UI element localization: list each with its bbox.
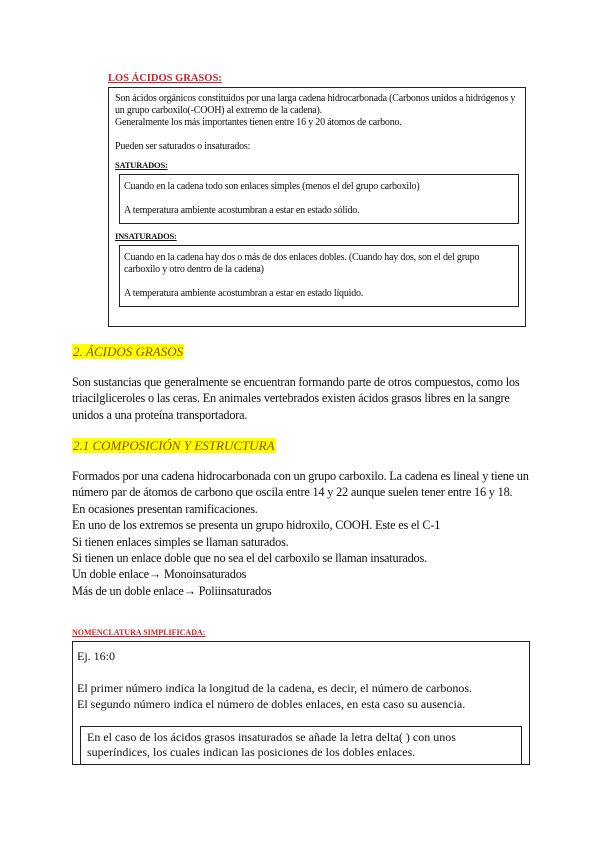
insaturados-line-1: Cuando en la cadena hay dos o más de dos enlaces dobles. (Cuando hay dos, son el del grupo carboxilo y otro dentro de la cadena) [124, 252, 480, 275]
saturados-line-2: A temperatura ambiente acostumbran a estar en estado sólido. [124, 205, 360, 216]
section-2-heading-wrap [72, 343, 184, 361]
section-2-paragraph: Son sustancias que generalmente se encuentran formando parte de otros compuestos, como los triacilgliceroles o las ceras. En animales vertebrados existen ácidos grasos libres en la sangre unidos a una proteína transportadora. [72, 375, 520, 422]
summary-box [108, 87, 526, 327]
summary-title: LOS ÁCIDOS GRASOS: [108, 73, 222, 84]
composition-line: Un doble enlace→ Monoinsaturados [72, 567, 247, 582]
nomenclatura-note-box [80, 726, 522, 765]
saturados-label: SATURADOS: [115, 160, 168, 170]
nomenclatura-note: En el caso de los ácidos grasos insaturados se añade la letra delta( ) con unos superíndices, los cuales indican las posiciones de los dobles enlaces. [87, 730, 456, 759]
composition-line: Formados por una cadena hidrocarbonada con un grupo carboxilo. La cadena es lineal y tiene un número par de átomos de carbono que oscila entre 14 y 22 aunque suelen tener entre 16 y 18. [72, 469, 529, 500]
saturados-line-1: Cuando en la cadena todo son enlaces simples (menos el del grupo carboxilo) [124, 181, 420, 192]
section-2-1-heading-wrap [72, 437, 276, 455]
nomenclatura-example: Ej. 16:0 [77, 649, 115, 663]
insaturados-line-2: A temperatura ambiente acostumbran a estar en estado líquido. [124, 288, 364, 299]
section-2-1-body [72, 468, 538, 599]
section-2-1-heading: 2.1 COMPOSICIÓN Y ESTRUCTURA [73, 438, 275, 453]
summary-intro-2: Generalmente los más importantes tienen entre 16 y 20 átomos de carbono. [115, 117, 402, 128]
insaturados-box [119, 245, 519, 307]
section-2-heading: 2. ÁCIDOS GRASOS [73, 344, 184, 359]
summary-intro-1: Son ácidos orgánicos constituidos por una larga cadena hidrocarbonada (Carbonos unidos a hidrógenos y un grupo carboxilo(-COOH) al extremo de la cadena). [115, 93, 516, 116]
composition-line: Más de un doble enlace→ Poliinsaturados [72, 583, 272, 598]
saturados-box [119, 174, 519, 224]
nomenclatura-line-1: El primer número indica la longitud de la cadena, es decir, el número de carbonos. [77, 681, 473, 695]
nomenclatura-line-2: El segundo número indica el número de dobles enlaces, en esta caso su ausencia. [77, 697, 466, 711]
insaturados-label: INSATURADOS: [115, 231, 177, 241]
summary-intro-3: Pueden ser saturados o insaturados: [115, 141, 251, 152]
composition-line: En ocasiones presentan ramificaciones. [72, 501, 258, 516]
nomenclatura-box [72, 641, 530, 765]
nomenclatura-title: NOMENCLATURA SIMPLIFICADA: [72, 628, 206, 637]
composition-line: Si tienen enlaces simples se llaman saturados. [72, 534, 289, 549]
composition-line: En uno de los extremos se presenta un grupo hidroxilo, COOH. Este es el C-1 [72, 518, 441, 533]
composition-line: Si tienen un enlace doble que no sea el del carboxilo se llaman insaturados. [72, 551, 427, 566]
